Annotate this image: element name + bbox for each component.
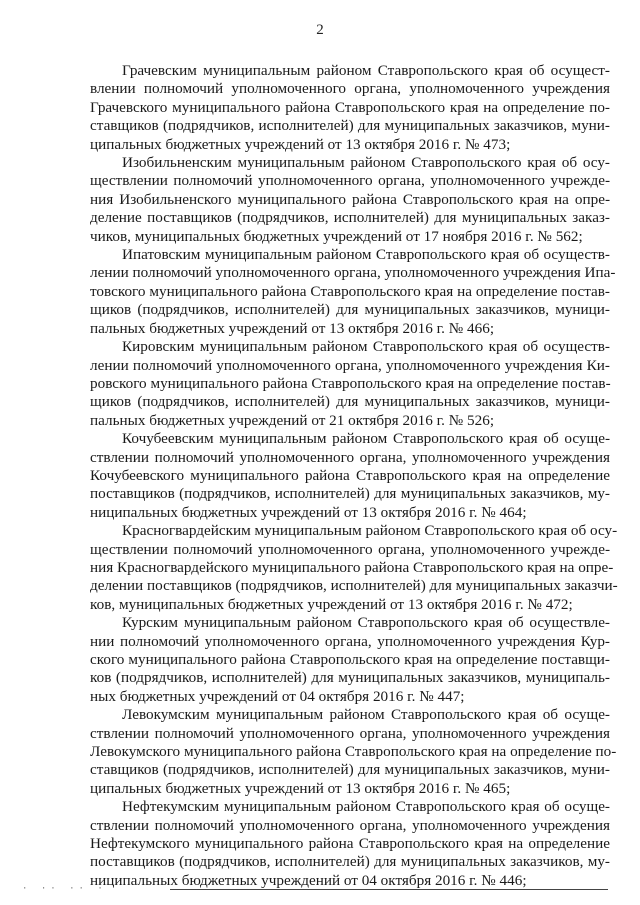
text-line: делении поставщиков (подрядчиков, исполнителей) для муниципальных заказчи- bbox=[90, 577, 618, 595]
text-line: ского муниципального района Ставропольского края на определение поставщи- bbox=[90, 651, 610, 668]
text-line: Левокумского муниципального района Ставропольского края на определение по- bbox=[90, 743, 617, 761]
text-line: Изобильненским муниципальным районом Ставропольского края об осу- bbox=[122, 154, 610, 172]
text-line: Грачевским муниципальным районом Ставропольского края об осущест- bbox=[122, 62, 610, 79]
text-line: ципальных бюджетных учреждений от 13 октября 2016 г. № 473; bbox=[90, 135, 511, 153]
text-line: Кочубеевским муниципальным районом Ставропольского края об осуще- bbox=[122, 430, 610, 448]
text-line: Кировским муниципальным районом Ставропольского края об осуществ- bbox=[122, 338, 610, 356]
text-line: ных бюджетных учреждений от 04 октября 2016 г. № 447; bbox=[90, 687, 465, 705]
paragraph-levokumsky bbox=[90, 706, 617, 798]
text-line: лении полномочий уполномоченного органа, уполномоченного учреждения Ки- bbox=[90, 356, 610, 374]
text-line: пальных бюджетных учреждений от 13 октября 2016 г. № 466; bbox=[90, 319, 495, 337]
text-line: ствлении полномочий уполномоченного органа, уполномоченного учреждения bbox=[90, 724, 610, 742]
text-line: Грачевского муниципального района Ставропольского края на определение по- bbox=[90, 98, 610, 116]
text-line: поставщиков (подрядчиков, исполнителей) для муниципальных заказчиков, му- bbox=[90, 485, 610, 503]
text-line: товского муниципального района Ставропольского края на определение постав- bbox=[90, 282, 610, 300]
text-line: нии полномочий уполномоченного органа, уполномоченного учреждения Кур- bbox=[90, 632, 610, 650]
text-line: Нефтекумским муниципальным районом Ставропольского края об осуще- bbox=[122, 798, 610, 816]
text-line: ния Изобильненского муниципального района Ставропольского края на опре- bbox=[90, 190, 610, 208]
text-line: ставщиков (подрядчиков, исполнителей) для муниципальных заказчиков, муни- bbox=[90, 761, 610, 779]
text-line: ципальных бюджетных учреждений от 13 октября 2016 г. № 465; bbox=[90, 779, 511, 797]
paragraph-kursky bbox=[90, 614, 610, 706]
text-line: Кочубеевского муниципального района Ставропольского края на определение bbox=[90, 466, 610, 484]
text-line: ствлении полномочий уполномоченного органа, уполномоченного учреждения bbox=[90, 448, 610, 466]
paragraph-ipatovsky bbox=[90, 246, 616, 338]
text-line: деление поставщиков (подрядчиков, исполнителей) для муниципальных заказ- bbox=[90, 209, 610, 227]
paragraph-kirovsky bbox=[90, 338, 610, 430]
text-line: ществлении полномочий уполномоченного органа, уполномоченного учрежде- bbox=[90, 172, 610, 190]
text-line: щиков (подрядчиков, исполнителей) для муниципальных заказчиков, муници- bbox=[90, 301, 610, 319]
text-line: ниципальных бюджетных учреждений от 04 октября 2016 г. № 446; bbox=[90, 871, 527, 889]
text-line: Нефтекумского муниципального района Ставропольского края на определение bbox=[90, 835, 610, 853]
text-line: поставщиков (подрядчиков, исполнителей) для муниципальных заказчиков, му- bbox=[90, 853, 610, 871]
text-line: лении полномочий уполномоченного органа, уполномоченного учреждения Ипа- bbox=[90, 264, 616, 282]
paragraph-grachevsky bbox=[90, 62, 610, 154]
scan-artifact-marks: · ·· ·· · bbox=[22, 884, 107, 894]
text-line: ков (подрядчиков, исполнителей) для муниципальных заказчиков, муниципаль- bbox=[90, 669, 610, 687]
text-line: чиков, муниципальных бюджетных учреждений от 17 ноября 2016 г. № 562; bbox=[90, 227, 583, 245]
text-line: пальных бюджетных учреждений от 21 октября 2016 г. № 526; bbox=[90, 411, 495, 429]
text-line: влении полномочий уполномоченного органа, уполномоченного учреждения bbox=[90, 80, 610, 98]
text-line: Левокумским муниципальным районом Ставропольского края об осуще- bbox=[122, 706, 610, 724]
text-line: ков, муниципальных бюджетных учреждений от 13 октября 2016 г. № 472; bbox=[90, 595, 573, 613]
paragraph-kochubeevsky bbox=[90, 430, 610, 522]
text-line: ровского муниципального района Ставропольского края на определение постав- bbox=[90, 374, 611, 392]
text-line: ставщиков (подрядчиков, исполнителей) для муниципальных заказчиков, муни- bbox=[90, 117, 610, 135]
page-bottom-rule bbox=[170, 889, 608, 890]
page-number: 2 bbox=[316, 22, 324, 38]
text-line: щиков (подрядчиков, исполнителей) для муниципальных заказчиков, муници- bbox=[90, 393, 610, 411]
paragraph-izobilnensky bbox=[90, 154, 610, 246]
text-line: ниципальных бюджетных учреждений от 13 октября 2016 г. № 464; bbox=[90, 503, 527, 521]
paragraph-krasnogvardeysky bbox=[90, 522, 618, 614]
text-line: ществлении полномочий уполномоченного органа, уполномоченного учрежде- bbox=[90, 540, 610, 558]
paragraph-neftekumsky bbox=[90, 798, 610, 890]
text-line: ствлении полномочий уполномоченного органа, уполномоченного учреждения bbox=[90, 816, 610, 834]
text-line: Ипатовским муниципальным районом Ставропольского края об осуществ- bbox=[122, 246, 610, 264]
document-body bbox=[90, 62, 618, 890]
text-line: ния Красногвардейского муниципального района Ставропольского края на опре- bbox=[90, 558, 614, 576]
text-line: Красногвардейским муниципальным районом Ставропольского края об осу- bbox=[122, 522, 618, 540]
text-line: Курским муниципальным районом Ставропольского края об осуществле- bbox=[122, 614, 610, 632]
